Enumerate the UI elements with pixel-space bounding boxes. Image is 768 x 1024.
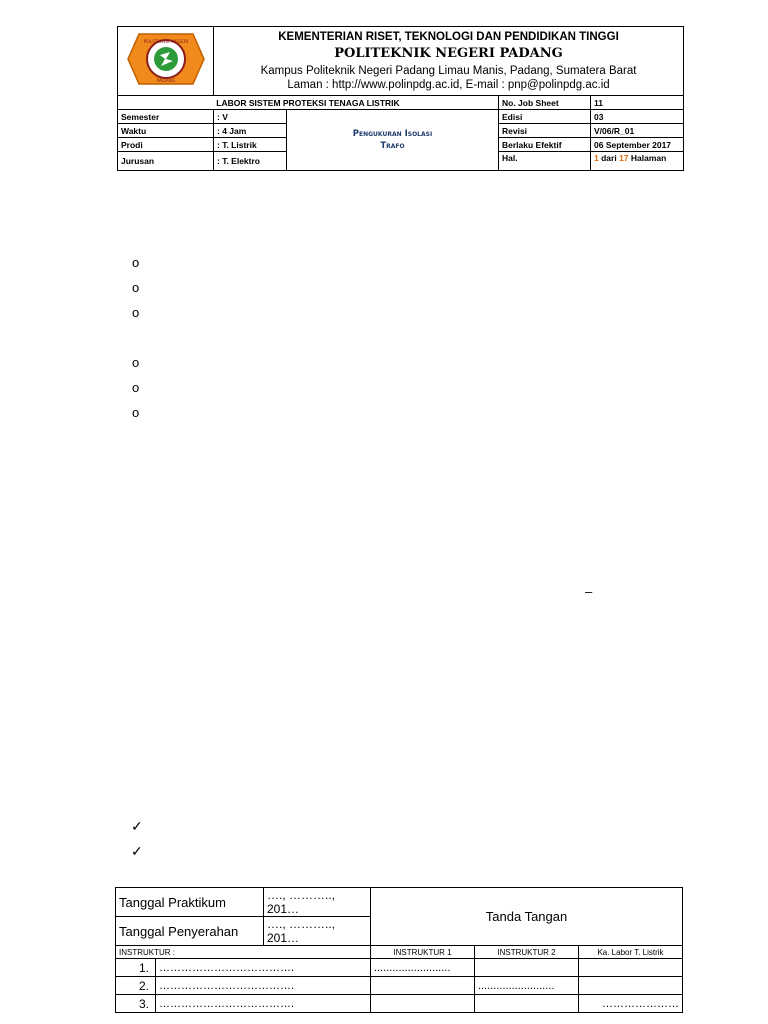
tanggal-praktikum-label: Tanggal Praktikum: [116, 888, 264, 917]
bullet-1: o: [132, 255, 140, 270]
instruktur2-header: INSTRUKTUR 2: [475, 946, 579, 959]
tanggal-penyerahan-label: Tanggal Penyerahan: [116, 917, 264, 946]
row-1-sign-1: .........................: [371, 959, 475, 977]
jurusan-value: : T. Elektro: [214, 152, 287, 171]
logo-cell: [118, 27, 214, 96]
lab-name: LABOR SISTEM PROTEKSI TENAGA LISTRIK: [118, 96, 499, 110]
row-2-sign-3: [579, 977, 683, 995]
row-2-num: 2.: [116, 977, 156, 995]
row-1-sign-2: [475, 959, 579, 977]
row-3-sign-2: [475, 995, 579, 1013]
prodi-label: Prodi: [118, 138, 214, 152]
document-title: [287, 110, 499, 171]
tanggal-praktikum-value: …., ……….., 201…: [264, 888, 371, 917]
logo-text-bottom: PADANG: [156, 78, 175, 84]
row-1-sign-3: [579, 959, 683, 977]
revisi-value: V/06/R_01: [591, 124, 684, 138]
hal-suffix: Halaman: [630, 153, 667, 164]
instruktur-label: INSTRUKTUR :: [116, 946, 371, 959]
instruktur1-header: INSTRUKTUR 1: [371, 946, 475, 959]
institution-block: [214, 27, 684, 96]
dash-mark: –: [585, 584, 593, 599]
logo-text-top: POLITEKNIK NEGERI: [143, 39, 188, 45]
waktu-label: Waktu: [118, 124, 214, 138]
bullet-3: o: [132, 305, 140, 320]
bullet-2: o: [132, 280, 140, 295]
row-2-sign-1: [371, 977, 475, 995]
prodi-value: : T. Listrik: [214, 138, 287, 152]
header-table: [117, 26, 684, 171]
campus-address: Kampus Politeknik Negeri Padang Limau Manis, Padang, Sumatera Barat: [260, 64, 637, 77]
row-3-sign-1: [371, 995, 475, 1013]
check-2: ✓: [131, 843, 143, 859]
hal-total: 17: [619, 153, 629, 164]
jobsheet-value: 11: [591, 96, 684, 110]
row-3-num: 3.: [116, 995, 156, 1013]
row-3-name: ……………………………….: [156, 995, 371, 1013]
website-email: Laman : http://www.polinpdg.ac.id, E-mail : pnp@polinpdg.ac.id: [287, 79, 610, 91]
check-1: ✓: [131, 818, 143, 834]
semester-label: Semester: [118, 110, 214, 124]
bullet-4: o: [132, 355, 140, 370]
berlaku-value: 06 September 2017: [591, 138, 684, 152]
ministry-name: KEMENTERIAN RISET, TEKNOLOGI DAN PENDIDIKAN TINGGI: [278, 31, 619, 43]
row-3-sign-3: …………………: [579, 995, 683, 1013]
tanda-tangan-header: Tanda Tangan: [371, 888, 683, 946]
row-2-name: ……………………………….: [156, 977, 371, 995]
bullet-5: o: [132, 380, 140, 395]
title-line-1: Pengukuran Isolasi: [352, 129, 433, 140]
edisi-label: Edisi: [499, 110, 591, 124]
hal-label: Hal.: [499, 152, 591, 171]
kalabor-header: Ka. Labor T. Listrik: [579, 946, 683, 959]
hal-value: [591, 152, 684, 171]
waktu-value: : 4 Jam: [214, 124, 287, 138]
jobsheet-label: No. Job Sheet: [499, 96, 591, 110]
semester-value: : V: [214, 110, 287, 124]
berlaku-label: Berlaku Efektif: [499, 138, 591, 152]
row-1-num: 1.: [116, 959, 156, 977]
signoff-table: [115, 887, 683, 1013]
bullet-6: o: [132, 405, 140, 420]
revisi-label: Revisi: [499, 124, 591, 138]
institution-name: POLITEKNIK NEGERI PADANG: [334, 46, 563, 62]
polytechnic-logo: [125, 28, 207, 90]
hal-dari: dari: [601, 153, 617, 164]
title-line-2: Trafo: [380, 141, 405, 152]
edisi-value: 03: [591, 110, 684, 124]
tanggal-penyerahan-value: …., ……….., 201…: [264, 917, 371, 946]
row-1-name: ……………………………….: [156, 959, 371, 977]
row-2-sign-2: .........................: [475, 977, 579, 995]
jurusan-label: Jurusan: [118, 152, 214, 171]
hal-page: 1: [594, 153, 599, 164]
